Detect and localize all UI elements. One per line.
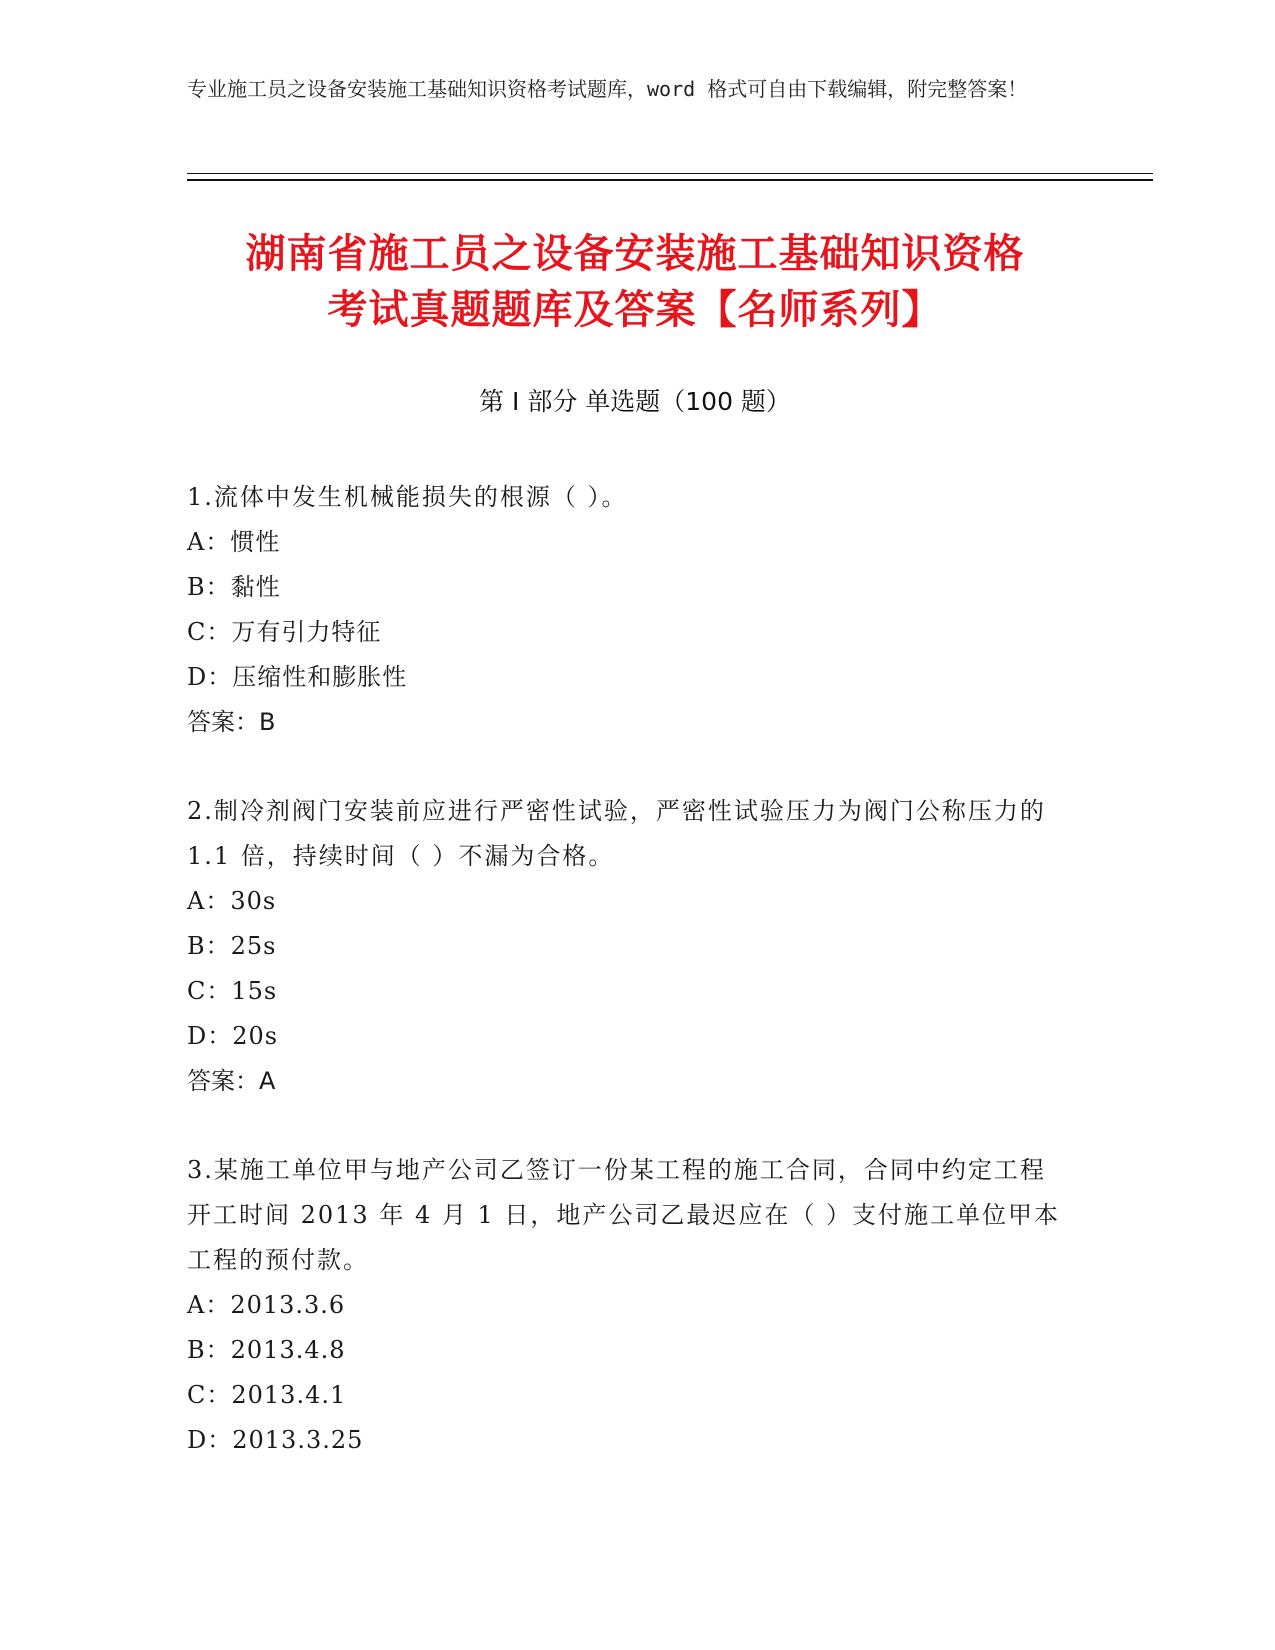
answer-option: C：万有引力特征 [187, 618, 382, 646]
answer-option: D：2013.3.25 [187, 1426, 364, 1454]
answer-option: C：15s [187, 977, 278, 1005]
question-item [187, 475, 1067, 745]
answer-option: B：黏性 [187, 573, 281, 601]
question-stem: 2.制冷剂阀门安装前应进行严密性试验，严密性试验压力为阀门公称压力的 1.1 倍，持续时间（ ）不漏为合格。 [187, 797, 1046, 870]
document-title-line-2: 考试真题题库及答案【名师系列】 [327, 287, 943, 333]
document-title-line-1: 湖南省施工员之设备安装施工基础知识资格 [245, 231, 1025, 277]
answer-key: 答案：B [187, 708, 276, 736]
answer-option: D：20s [187, 1022, 279, 1050]
section-title: 第 I 部分 单选题（100 题） [479, 387, 791, 416]
question-list [187, 475, 1067, 1507]
answer-option: A：2013.3.6 [187, 1291, 346, 1319]
answer-option: B：25s [187, 932, 277, 960]
header-divider-thin [187, 173, 1153, 174]
answer-option: C：2013.4.1 [187, 1381, 347, 1409]
answer-option: A：惯性 [187, 528, 281, 556]
question-item [187, 789, 1067, 1104]
header-note: 专业施工员之设备安装施工基础知识资格考试题库，word 格式可自由下载编辑，附完整答案！ [187, 77, 1028, 101]
question-stem: 1.流体中发生机械能损失的根源（ ）。 [187, 483, 628, 511]
document-title [150, 226, 1120, 338]
answer-option: D：压缩性和膨胀性 [187, 663, 408, 691]
answer-key: 答案：A [187, 1067, 276, 1095]
question-stem: 3.某施工单位甲与地产公司乙签订一份某工程的施工合同，合同中约定工程开工时间 2013 年 4 月 1 日，地产公司乙最迟应在（ ）支付施工单位甲本工程的预付款。 [187, 1156, 1061, 1274]
answer-option: A：30s [187, 887, 277, 915]
header-divider-thick [187, 179, 1153, 181]
question-item [187, 1148, 1067, 1463]
answer-option: B：2013.4.8 [187, 1336, 346, 1364]
